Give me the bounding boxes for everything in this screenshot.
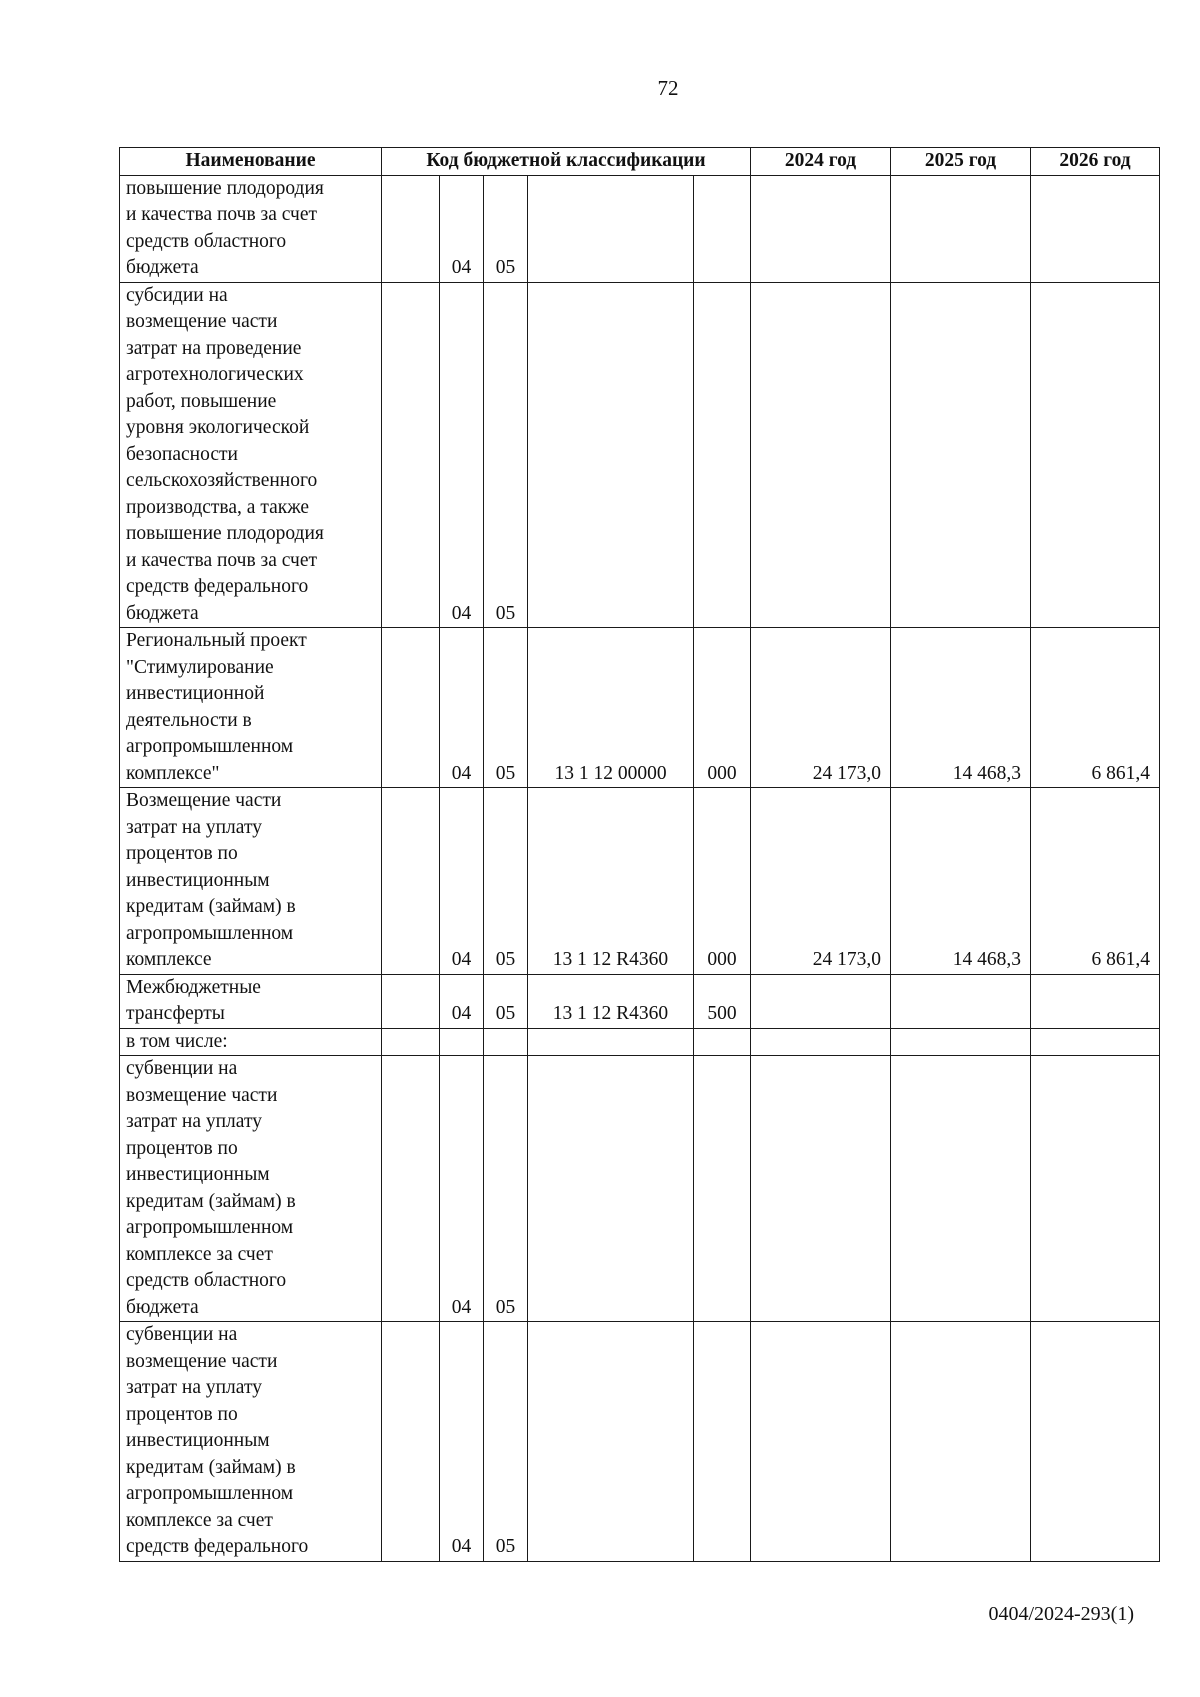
cell-name: субвенции на возмещение части затрат на уплату процентов по инвестиционным кредитам (займам) в агропромышленном комплексе за счет средств областного бюджета	[120, 1056, 382, 1322]
table-row	[120, 974, 1160, 1028]
cell-target-article	[528, 1322, 694, 1562]
header-year-2024: 2024 год	[751, 148, 891, 176]
cell-section: 04	[440, 628, 484, 788]
cell-section: 04	[440, 175, 484, 282]
cell-target-article	[528, 1056, 694, 1322]
cell-section: 04	[440, 788, 484, 975]
cell-ved	[382, 628, 440, 788]
cell-subsection: 05	[484, 1322, 528, 1562]
cell-expense-type: 000	[694, 788, 751, 975]
cell-name: в том числе:	[120, 1028, 382, 1056]
cell-amount-2024: 24 173,0	[751, 788, 891, 975]
table-row	[120, 175, 1160, 282]
cell-amount-2025: 14 468,3	[891, 788, 1031, 975]
cell-target-article	[528, 282, 694, 628]
cell-subsection: 05	[484, 628, 528, 788]
cell-ved	[382, 1322, 440, 1562]
cell-target-article	[528, 175, 694, 282]
cell-ved	[382, 175, 440, 282]
cell-amount-2024	[751, 282, 891, 628]
cell-expense-type	[694, 282, 751, 628]
cell-amount-2024: 24 173,0	[751, 628, 891, 788]
header-year-2025: 2025 год	[891, 148, 1031, 176]
cell-subsection: 05	[484, 282, 528, 628]
cell-amount-2024	[751, 974, 891, 1028]
cell-amount-2024	[751, 1322, 891, 1562]
cell-section: 04	[440, 1056, 484, 1322]
cell-amount-2026: 6 861,4	[1031, 628, 1160, 788]
cell-expense-type	[694, 1028, 751, 1056]
cell-section	[440, 1028, 484, 1056]
cell-section: 04	[440, 974, 484, 1028]
cell-ved	[382, 788, 440, 975]
header-year-2026: 2026 год	[1031, 148, 1160, 176]
budget-table	[119, 147, 1160, 1562]
cell-amount-2025	[891, 1028, 1031, 1056]
cell-subsection: 05	[484, 175, 528, 282]
table-body	[120, 175, 1160, 1561]
cell-target-article: 13 1 12 00000	[528, 628, 694, 788]
cell-amount-2024	[751, 1056, 891, 1322]
cell-amount-2026	[1031, 1028, 1160, 1056]
table-row	[120, 282, 1160, 628]
cell-amount-2025	[891, 1056, 1031, 1322]
cell-amount-2025	[891, 175, 1031, 282]
cell-amount-2024	[751, 175, 891, 282]
cell-expense-type: 500	[694, 974, 751, 1028]
table-row	[120, 788, 1160, 975]
header-row	[120, 148, 1160, 176]
cell-amount-2025	[891, 1322, 1031, 1562]
cell-name: Межбюджетные трансферты	[120, 974, 382, 1028]
cell-section: 04	[440, 1322, 484, 1562]
cell-amount-2025	[891, 282, 1031, 628]
cell-amount-2026	[1031, 1322, 1160, 1562]
cell-ved	[382, 282, 440, 628]
cell-name: субсидии на возмещение части затрат на проведение агротехнологических работ, повышение уровня экологической безопасности сельскохозяйственного производства, а также повышение плодородия и качества почв за счет средств федерального бюджета	[120, 282, 382, 628]
cell-amount-2024	[751, 1028, 891, 1056]
cell-ved	[382, 1056, 440, 1322]
table-row	[120, 628, 1160, 788]
cell-subsection: 05	[484, 1056, 528, 1322]
header-code: Код бюджетной классификации	[382, 148, 751, 176]
cell-target-article	[528, 1028, 694, 1056]
cell-expense-type	[694, 175, 751, 282]
cell-amount-2026	[1031, 974, 1160, 1028]
cell-name: Возмещение части затрат на уплату процентов по инвестиционным кредитам (займам) в агропромышленном комплексе	[120, 788, 382, 975]
cell-amount-2025: 14 468,3	[891, 628, 1031, 788]
document-code: 0404/2024-293(1)	[988, 1603, 1134, 1625]
cell-target-article: 13 1 12 R4360	[528, 788, 694, 975]
cell-ved	[382, 1028, 440, 1056]
cell-amount-2025	[891, 974, 1031, 1028]
cell-ved	[382, 974, 440, 1028]
cell-subsection: 05	[484, 788, 528, 975]
table-row	[120, 1028, 1160, 1056]
cell-name: субвенции на возмещение части затрат на уплату процентов по инвестиционным кредитам (займам) в агропромышленном комплексе за счет средств федерального	[120, 1322, 382, 1562]
cell-name: Региональный проект "Стимулирование инвестиционной деятельности в агропромышленном комплексе"	[120, 628, 382, 788]
cell-name: повышение плодородия и качества почв за счет средств областного бюджета	[120, 175, 382, 282]
cell-amount-2026	[1031, 282, 1160, 628]
cell-expense-type	[694, 1056, 751, 1322]
table-row	[120, 1056, 1160, 1322]
table-row	[120, 1322, 1160, 1562]
cell-amount-2026	[1031, 175, 1160, 282]
cell-subsection	[484, 1028, 528, 1056]
cell-amount-2026: 6 861,4	[1031, 788, 1160, 975]
cell-expense-type: 000	[694, 628, 751, 788]
cell-section: 04	[440, 282, 484, 628]
cell-amount-2026	[1031, 1056, 1160, 1322]
cell-subsection: 05	[484, 974, 528, 1028]
header-name: Наименование	[120, 148, 382, 176]
cell-target-article: 13 1 12 R4360	[528, 974, 694, 1028]
page-number: 72	[657, 76, 679, 100]
cell-expense-type	[694, 1322, 751, 1562]
